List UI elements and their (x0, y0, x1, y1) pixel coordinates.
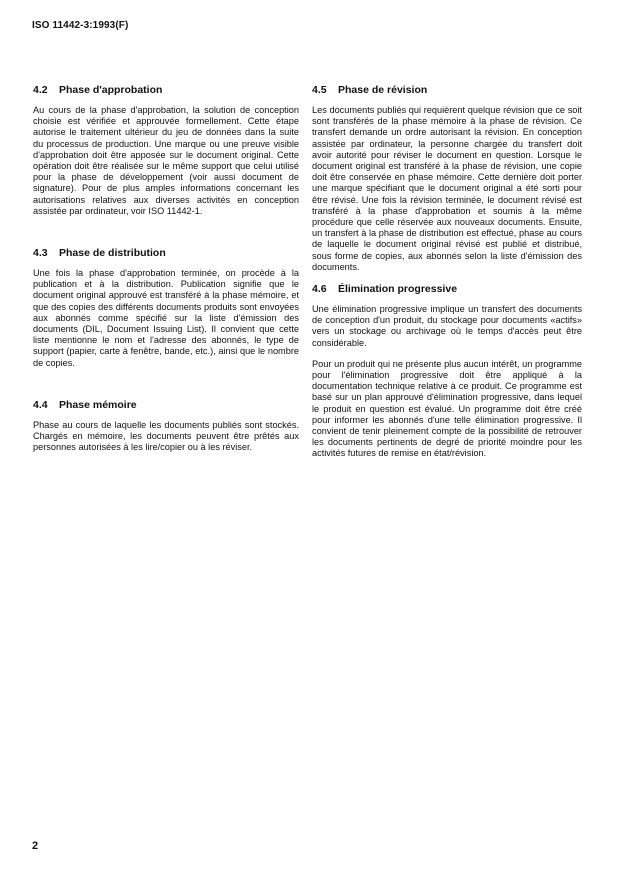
section-4-3-text: Une fois la phase d'approbation terminée, on procède à la publication et à la distribution. Publication signifie que le document original approuvé est transféré à la phase mémoire, et que des copies des différents documents produits sont envoyées aux abonnés comme spécifié sur la liste d'émission des documents (DIL, Document Issuing List). Il convient que cette liste mentionne le nom et l'adresse des abonnés, le type de support (papier, carte à fenêtre, bande, etc.), ainsi que le nombre de copies. (33, 268, 299, 368)
section-title: Phase de révision (338, 84, 428, 96)
document-header: ISO 11442-3:1993(F) (32, 20, 129, 31)
section-number: 4.2 (33, 84, 48, 96)
section-number: 4.3 (33, 247, 48, 260)
section-title: Phase mémoire (59, 398, 137, 411)
section-title: Élimination progressive (338, 283, 458, 296)
section-title: Phase de distribution (59, 247, 166, 260)
section-4-5-text: Les documents publiés qui requièrent quelque révision que ce soit sont transférés de la phase mémoire à la phase de révision. Ce transfert demande un ordre autorisant la révision. En conception assistée par ordinateur, la personne chargée du transfert doit avoir autorité pour réviser le document en question. Lorsque le document original est transféré à la phase de révision, une copie doit être conservée en phase mémoire. Cette dernière doit porter une marque spécifiant que le document original a été sorti pour être révisé. Une fois la révision terminée, le document révisé est transféré à la phase d'approbation et soumis à la même procédure que celle réservée aux nouveaux documents. Ensuite, un transfert à la phase de distribution est effectué, phase au cours de laquelle le document original révisé est publié et distribué, sous forme de copies, aux abonnés selon la liste d'émission des documents. (312, 105, 582, 272)
section-4-4-text: Phase au cours de laquelle les documents publiés sont stockés. Chargés en mémoire, les documents peuvent être prêtés aux personnes autorisées à les lire/copier ou à les réviser. (33, 419, 299, 453)
section-4-2-heading (33, 84, 299, 96)
section-4-6-text-1: Une élimination progressive implique un transfert des documents de conception d'un produit, du stockage pour documents «actifs» vers un stockage ou archivage où le temps d'accès peut être considérable. (312, 304, 582, 348)
left-column (33, 84, 299, 453)
section-number: 4.4 (33, 398, 48, 411)
section-4-2-text: Au cours de la phase d'approbation, la solution de conception choisie est vérifiée et approuvée formellement. Cette étape autorise le traitement ultérieur du jeu de données dans la suite du processus de production. Une marque ou une preuve visible d'approbation doit être apposée sur le document original. Cette opération doit être réalisée sur le même support que celui utilisé pour la phase de développement (voir aussi document de signature). Pour de plus amples informations concernant les autorisations relatives aux diverses activités en conception assistée par ordinateur, voir ISO 11442-1. (33, 105, 299, 216)
right-column (312, 84, 582, 460)
section-number: 4.5 (312, 84, 327, 96)
section-4-6-heading (312, 283, 582, 295)
section-number: 4.6 (312, 283, 327, 296)
section-4-5-heading (312, 84, 582, 96)
section-4-3-heading (33, 247, 299, 259)
page-number: 2 (32, 840, 39, 852)
section-4-4-heading (33, 399, 299, 411)
section-title: Phase d'approbation (59, 84, 163, 96)
section-4-6-text-2: Pour un produit qui ne présente plus aucun intérêt, un programme pour l'élimination progressive doit être appliqué à la documentation technique relative à ce produit. Ce programme est basé sur un plan approuvé d'élimination progressive, dans lequel le produit en question est évalué. Un programme doit être créé pour informer les abonnés d'une telle élimination progressive. Il convient de tenir pleinement compte de la possibilité de retrouver les documents pertinents de degré de priorité moindre pour les activités futures de remise en état/révision. (312, 358, 582, 459)
